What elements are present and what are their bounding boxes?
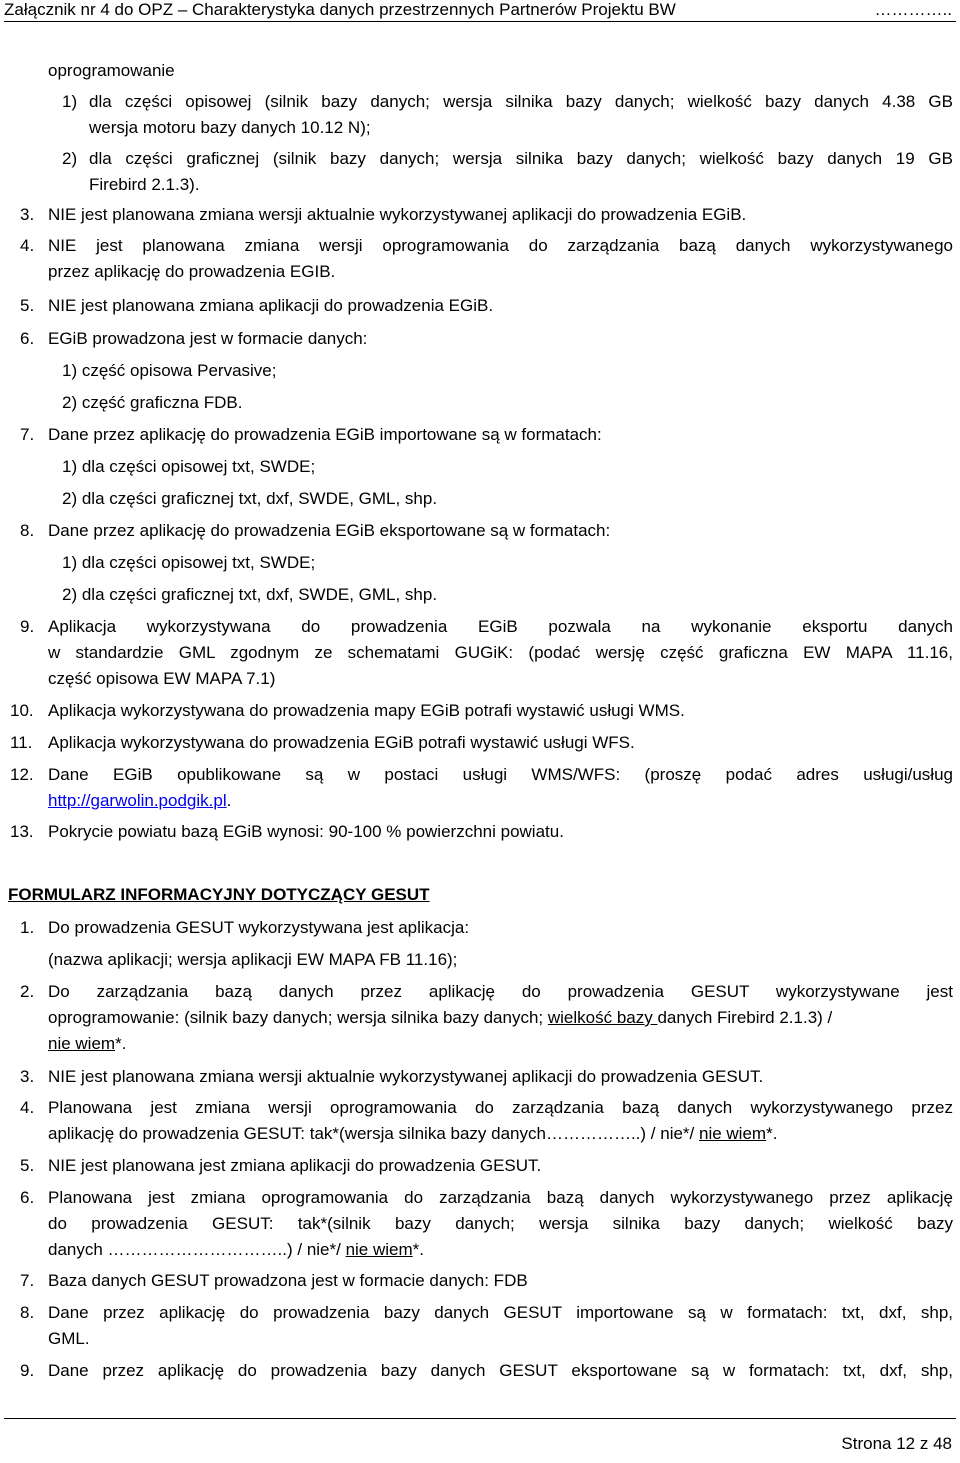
gesut-item2-line3-b: *. [115,1034,127,1053]
egib-item10-num: 10. [10,701,34,720]
egib-item4-line2: przez aplikację do prowadzenia EGIB. [48,262,336,281]
gesut-item1-text: Do prowadzenia GESUT wykorzystywana jest aplikacja: [48,918,470,937]
gesut-item4-line2 [48,1124,777,1144]
gesut-item6-line3 [48,1240,424,1260]
egib-item8-s1: 1) dla części opisowej txt, SWDE; [62,553,316,572]
gesut-item5-num: 5. [20,1156,35,1175]
egib-item12-num: 12. [10,765,34,784]
gesut-item7-text: Baza danych GESUT prowadzona jest w formacie danych: FDB [48,1271,528,1290]
gesut-item2-line2-a: oprogramowanie: (silnik bazy danych; wersja silnika bazy danych; [48,1008,548,1027]
gesut-item2-line2-underlined: wielkość bazy [547,1008,658,1027]
egib-item13-text: Pokrycie powiatu bazą EGiB wynosi: 90-100 % powierzchni powiatu. [48,822,564,841]
gesut-item6-num: 6. [20,1188,35,1207]
footer-rule [4,1418,956,1419]
egib-item12-after-link: . [226,791,232,810]
gesut-item8-line2: GML. [48,1329,90,1348]
egib-item11-num: 11. [10,733,33,752]
egib-item13-num: 13. [10,822,34,841]
egib-item8-num: 8. [20,521,35,540]
egib-sub1-line1: dla części opisowej (silnik bazy danych; wersja silnika bazy danych; wielkość bazy danych 4.38 GB [89,92,953,111]
gesut-item5-text: NIE jest planowana jest zmiana aplikacji do prowadzenia GESUT. [48,1156,542,1175]
gesut-item8-num: 8. [20,1303,35,1322]
gesut-item9-line1: Dane przez aplikację do prowadzenia bazy danych GESUT eksportowane są w formatach: txt, dxf, shp, [48,1361,953,1380]
gesut-item9-num: 9. [20,1361,35,1380]
gesut-item6-line3-b: *. [412,1240,425,1259]
egib-item5-text: NIE jest planowana zmiana aplikacji do prowadzenia EGiB. [48,296,494,315]
gesut-item2-line1: Do zarządzania bazą danych przez aplikację do prowadzenia GESUT wykorzystywane jest [48,982,953,1001]
gesut-item6-line3-a: danych …………………………..) / nie*/ [48,1240,346,1259]
egib-sub2-num: 2) [62,149,78,168]
gesut-item1-line2: (nazwa aplikacji; wersja aplikacji EW MAPA FB 11.16); [48,950,458,969]
gesut-item2-line2-b: danych Firebird 2.1.3) / [657,1008,833,1027]
garwolin-podgik-link[interactable]: http://garwolin.podgik.pl [48,791,227,810]
egib-item6-text: EGiB prowadzona jest w formacie danych: [48,329,368,348]
gesut-item2-nie-wiem: nie wiem [48,1034,116,1053]
egib-item10-text: Aplikacja wykorzystywana do prowadzenia mapy EGiB potrafi wystawić usługi WMS. [48,701,685,720]
gesut-item8-line1: Dane przez aplikację do prowadzenia bazy danych GESUT importowane są w formatach: txt, dxf, shp, [48,1303,953,1322]
egib-item6-num: 6. [20,329,35,348]
gesut-item6-line1: Planowana jest zmiana oprogramowania do zarządzania bazą danych wykorzystywanego przez aplikację [48,1188,953,1207]
header-rule [4,21,956,22]
egib-item4-line1: NIE jest planowana zmiana wersji oprogramowania do zarządzania bazą danych wykorzystywanego [48,236,953,255]
gesut-item3-num: 3. [20,1067,35,1086]
egib-item9-line3: część opisowa EW MAPA 7.1) [48,669,276,688]
egib-item7-s1: 1) dla części opisowej txt, SWDE; [62,457,316,476]
page-number: Strona 12 z 48 [841,1434,952,1453]
gesut-item2-num: 2. [20,982,35,1001]
egib-item12-line2 [48,791,231,811]
gesut-item2-line2 [48,1008,832,1028]
egib-item7-num: 7. [20,425,35,444]
gesut-item6-nie-wiem: nie wiem [345,1240,413,1259]
gesut-item6-line2: do prowadzenia GESUT: tak*(silnik bazy danych; wersja silnika bazy danych; wielkość bazy [48,1214,953,1233]
header-dots: ………….. [874,0,952,19]
gesut-item4-nie-wiem: nie wiem [699,1124,767,1143]
egib-item5-num: 5. [20,296,35,315]
egib-sub1-num: 1) [62,92,78,111]
gesut-item4-line2-a: aplikację do prowadzenia GESUT: tak*(wersja silnika bazy danych……………..) / nie*/ [48,1124,699,1143]
header-title: Załącznik nr 4 do OPZ – Charakterystyka danych przestrzennych Partnerów Projektu BW [4,0,676,19]
egib-item11-text: Aplikacja wykorzystywana do prowadzenia EGiB potrafi wystawić usługi WFS. [48,733,635,752]
egib-item12-line1: Dane EGiB opublikowane są w postaci usługi WMS/WFS: (proszę podać adres usługi/usług [48,765,953,784]
gesut-item7-num: 7. [20,1271,35,1290]
gesut-item2-line3 [48,1034,126,1054]
egib-item8-s2: 2) dla części graficznej txt, dxf, SWDE, GML, shp. [62,585,438,604]
egib-item9-line2: w standardzie GML zgodnym ze schematami GUGiK: (podać wersję część graficzna EW MAPA 11.16, [48,643,953,662]
egib-item4-num: 4. [20,236,35,255]
egib-item9-line1: Aplikacja wykorzystywana do prowadzenia EGiB pozwala na wykonanie eksportu danych [48,617,953,636]
gesut-item4-num: 4. [20,1098,35,1117]
egib-item8-text: Dane przez aplikację do prowadzenia EGiB eksportowane są w formatach: [48,521,611,540]
egib-sub2-line2: Firebird 2.1.3). [89,175,200,194]
page-header [0,0,960,21]
egib-item6-s1: 1) część opisowa Pervasive; [62,361,277,380]
egib-item6-s2: 2) część graficzna FDB. [62,393,243,412]
egib-item3-num: 3. [20,205,35,224]
egib-item7-text: Dane przez aplikację do prowadzenia EGiB importowane są w formatach: [48,425,602,444]
gesut-item4-line1: Planowana jest zmiana wersji oprogramowania do zarządzania bazą danych wykorzystywanego przez [48,1098,953,1117]
gesut-item3-text: NIE jest planowana zmiana wersji aktualnie wykorzystywanej aplikacji do prowadzenia GESUT. [48,1067,764,1086]
egib-item3-text: NIE jest planowana zmiana wersji aktualnie wykorzystywanej aplikacji do prowadzenia EGiB. [48,205,747,224]
egib-sub2-line1: dla części graficznej (silnik bazy danych; wersja silnika bazy danych; wielkość bazy danych 19 GB [89,149,953,168]
gesut-section-title: FORMULARZ INFORMACYJNY DOTYCZĄCY GESUT [8,885,430,904]
egib-intro: oprogramowanie [48,61,175,80]
egib-item7-s2: 2) dla części graficznej txt, dxf, SWDE, GML, shp. [62,489,438,508]
egib-sub1-line2: wersja motoru bazy danych 10.12 N); [89,118,371,137]
gesut-item4-line2-b: *. [766,1124,778,1143]
gesut-item1-num: 1. [20,918,35,937]
egib-item9-num: 9. [20,617,35,636]
